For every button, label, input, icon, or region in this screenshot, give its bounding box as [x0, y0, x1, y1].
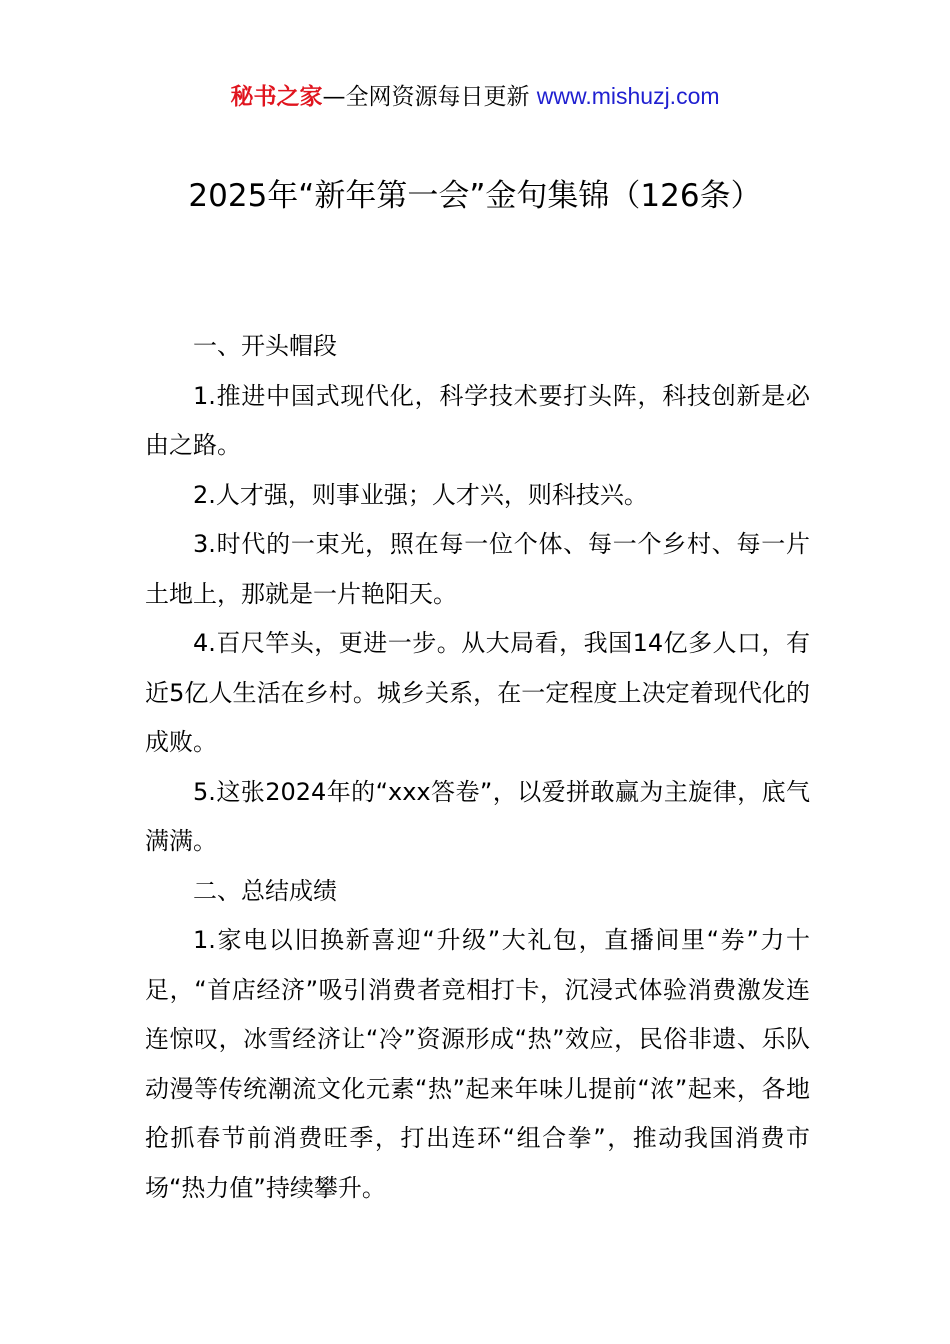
body-paragraph: 1.家电以旧换新喜迎“升级”大礼包，直播间里“券”力十足，“首店经济”吸引消费者竞相打卡，沉浸式体验消费激发连连惊叹，冰雪经济让“冷”资源形成“热”效应，民俗非遗、乐队动漫等传统潮流文化元素“热”起来年味儿提前“浓”起来，各地抢抓春节前消费旺季，打出连环“组合拳”，推动我国消费市场“热力值”持续攀升。	[145, 926, 810, 1202]
body-paragraph: 2.人才强，则事业强；人才兴，则科技兴。	[193, 480, 648, 509]
brand-name: 秘书之家	[230, 84, 323, 110]
body-paragraph: 5.这张2024年的“xxx答卷”，以爱拼敢赢为主旋律，底气满满。	[145, 777, 810, 855]
document-title: 2025年“新年第一会”金句集锦（126条）	[188, 178, 762, 214]
body-paragraph: 4.百尺竿头，更进一步。从大局看，我国14亿多人口，有近5亿人生活在乡村。城乡关系，在一定程度上决定着现代化的成败。	[145, 629, 810, 756]
document-body	[145, 322, 810, 1213]
header-tagline: —全网资源每日更新	[322, 84, 537, 110]
body-paragraph: 1.推进中国式现代化，科学技术要打头阵，科技创新是必由之路。	[145, 381, 810, 459]
site-url-link[interactable]: www.mishuzj.com	[536, 83, 720, 109]
body-paragraph: 3.时代的一束光，照在每一位个体、每一个乡村、每一片土地上，那就是一片艳阳天。	[145, 530, 810, 608]
section-heading: 一、开头帽段	[193, 332, 337, 360]
site-header	[0, 80, 950, 113]
section-heading: 二、总结成绩	[193, 876, 337, 905]
